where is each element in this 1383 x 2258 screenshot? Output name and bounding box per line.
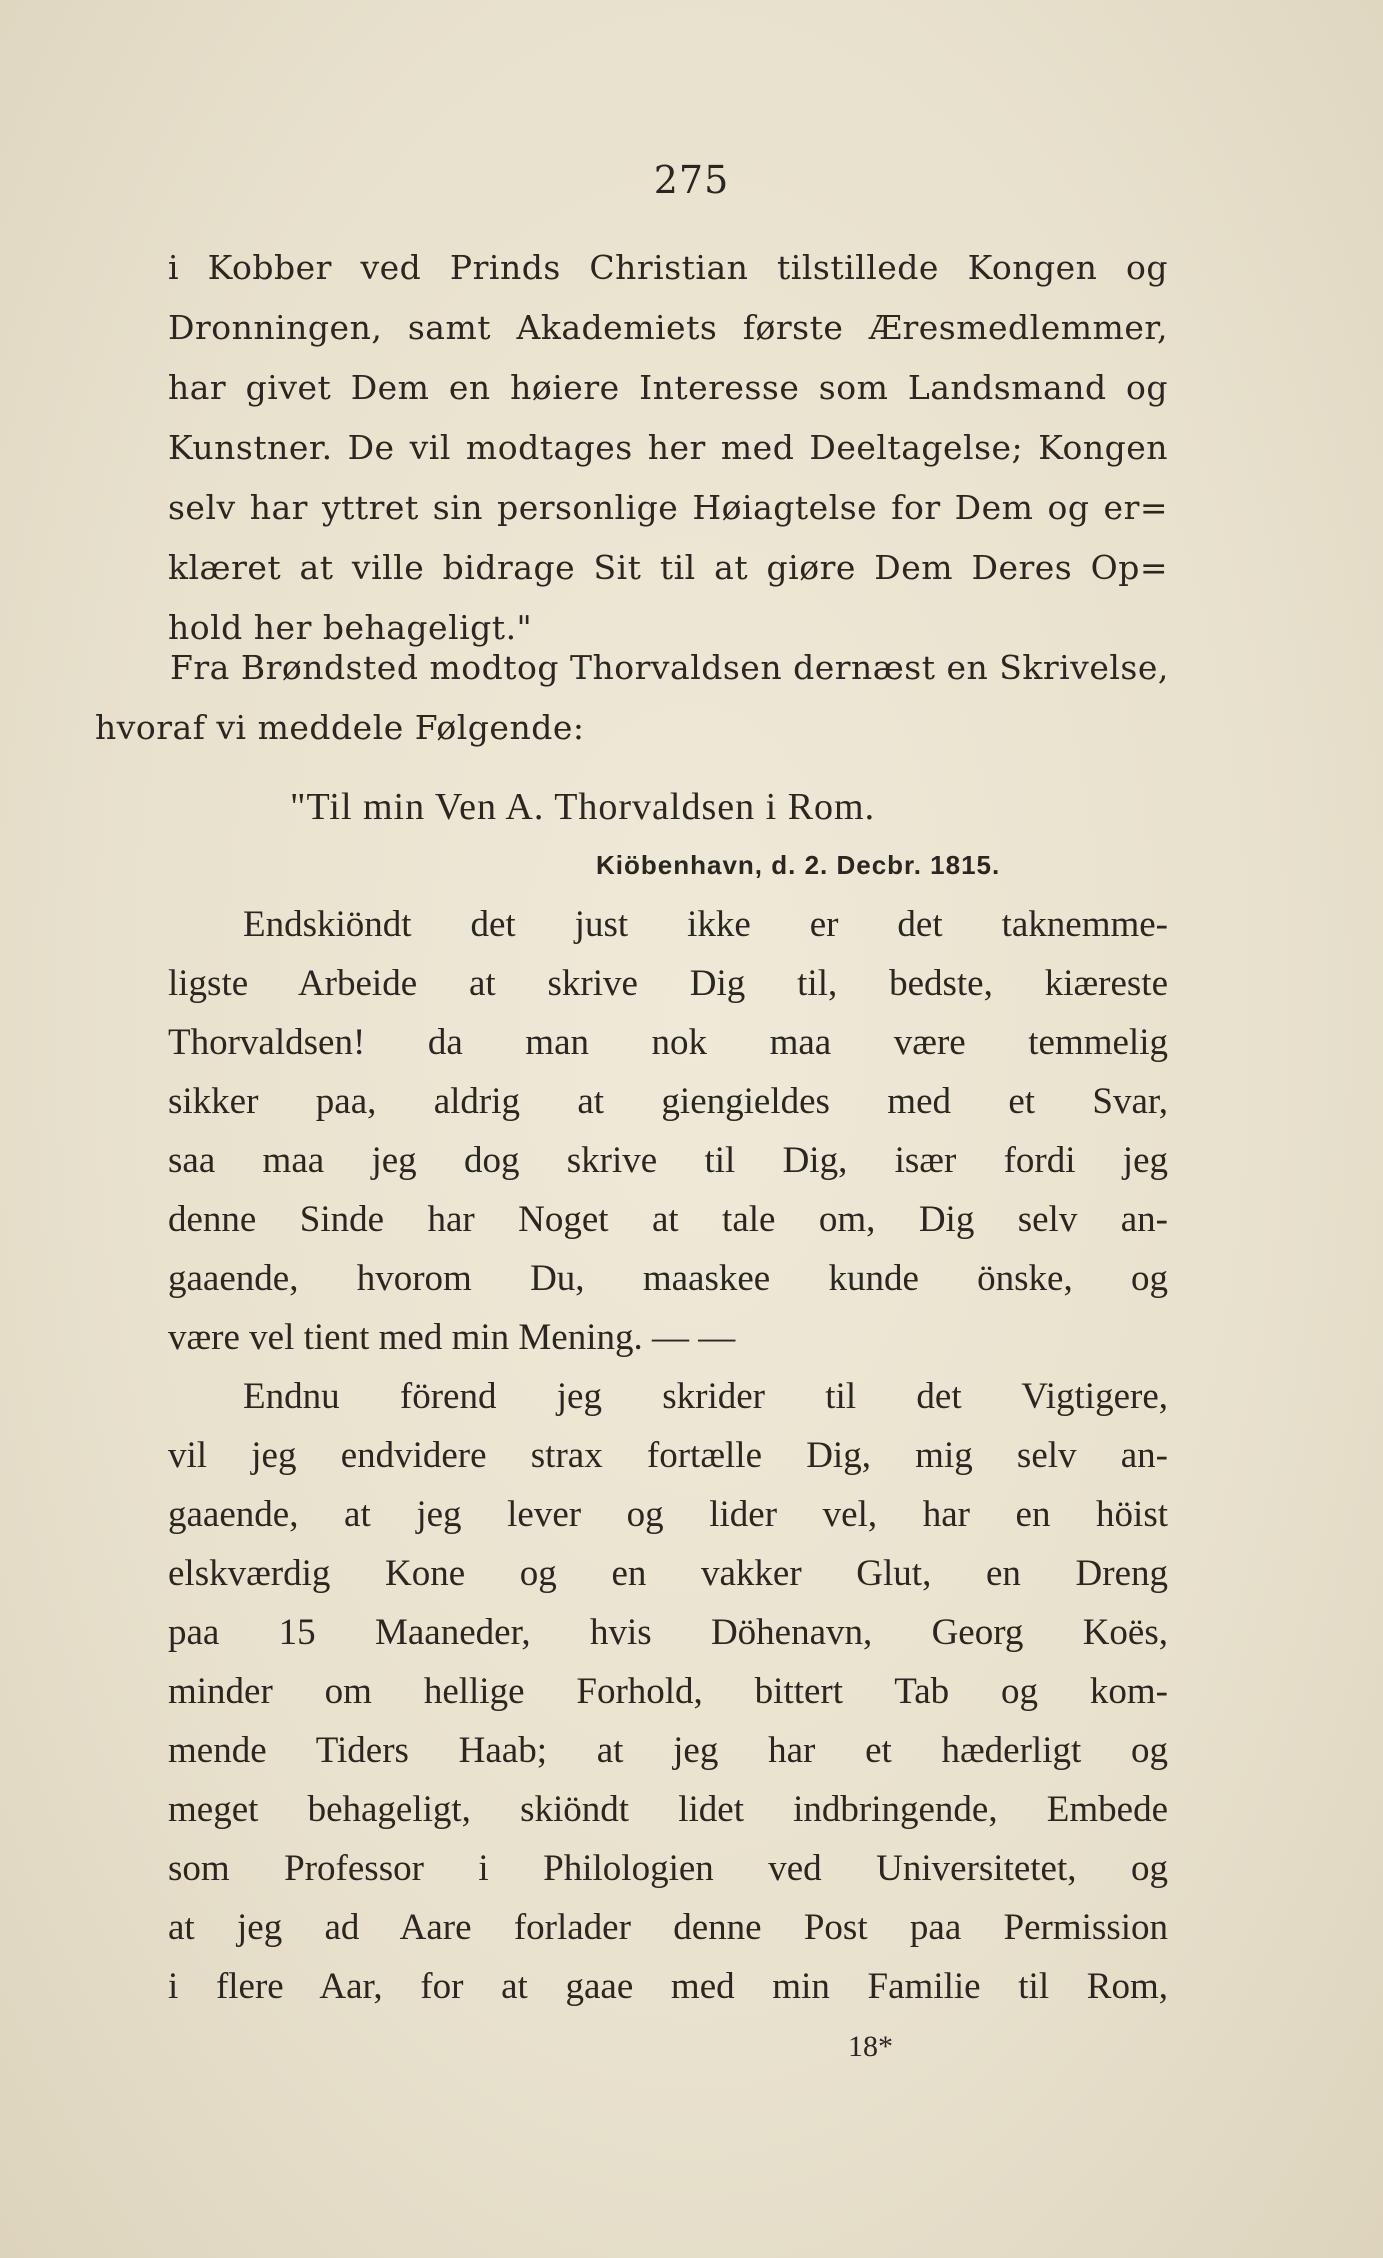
- letter-salutation: "Til min Ven A. Thorvaldsen i Rom.: [290, 786, 876, 828]
- text-line: være vel tient med min Mening. — —: [168, 1317, 736, 1358]
- letter-paragraph-2: [168, 1367, 1168, 2016]
- text-line: Endnu förend jeg skrider til det Vigtigere,: [243, 1376, 1168, 1417]
- text-line: hold her behageligt.": [168, 608, 533, 647]
- intro-paragraph: [168, 238, 1168, 658]
- transition-paragraph: [95, 638, 1168, 758]
- text-line: minder om hellige Forhold, bittert Tab og kom-: [168, 1671, 1168, 1712]
- text-line: gaaende, hvorom Du, maaskee kunde önske, og: [168, 1258, 1168, 1299]
- text-line: elskværdig Kone og en vakker Glut, en Dreng: [168, 1553, 1168, 1594]
- text-line: ligste Arbeide at skrive Dig til, bedste, kiæreste: [168, 963, 1168, 1004]
- text-line: som Professor i Philologien ved Universitetet, og: [168, 1848, 1168, 1889]
- text-line: Dronningen, samt Akademiets første Æresmedlemmer,: [168, 308, 1168, 347]
- text-line: Fra Brøndsted modtog Thorvaldsen dernæst en Skrivelse,: [170, 648, 1169, 687]
- text-line: gaaende, at jeg lever og lider vel, har en höist: [168, 1494, 1168, 1535]
- text-line: denne Sinde har Noget at tale om, Dig selv an-: [168, 1199, 1168, 1240]
- page-number: 275: [653, 158, 730, 202]
- text-line: Endskiöndt det just ikke er det taknemme-: [243, 904, 1168, 945]
- signature-mark: 18*: [848, 2030, 893, 2063]
- text-line: har givet Dem en høiere Interesse som Landsmand og: [168, 368, 1168, 407]
- text-line: sikker paa, aldrig at giengieldes med et Svar,: [168, 1081, 1168, 1122]
- text-line: at jeg ad Aare forlader denne Post paa Permission: [168, 1907, 1168, 1948]
- letter-paragraph-1: [168, 895, 1168, 1367]
- text-line: i Kobber ved Prinds Christian tilstillede Kongen og: [168, 248, 1168, 287]
- text-line: meget behageligt, skiöndt lidet indbringende, Embede: [168, 1789, 1168, 1830]
- text-line: saa maa jeg dog skrive til Dig, især fordi jeg: [168, 1140, 1168, 1181]
- text-line: paa 15 Maaneder, hvis Döhenavn, Georg Koës,: [168, 1612, 1168, 1653]
- text-line: Thorvaldsen! da man nok maa være temmelig: [168, 1022, 1168, 1063]
- text-line: mende Tiders Haab; at jeg har et hæderligt og: [168, 1730, 1168, 1771]
- text-line: vil jeg endvidere strax fortælle Dig, mig selv an-: [168, 1435, 1168, 1476]
- text-line: hvoraf vi meddele Følgende:: [95, 708, 585, 747]
- text-line: selv har yttret sin personlige Høiagtelse for Dem og er=: [168, 488, 1168, 527]
- text-line: i flere Aar, for at gaae med min Familie til Rom,: [168, 1966, 1168, 2007]
- letter-dateline: Kiöbenhavn, d. 2. Decbr. 1815.: [596, 850, 1001, 880]
- text-line: klæret at ville bidrage Sit til at giøre Dem Deres Op=: [168, 548, 1168, 587]
- text-line: Kunstner. De vil modtages her med Deeltagelse; Kongen: [168, 428, 1168, 467]
